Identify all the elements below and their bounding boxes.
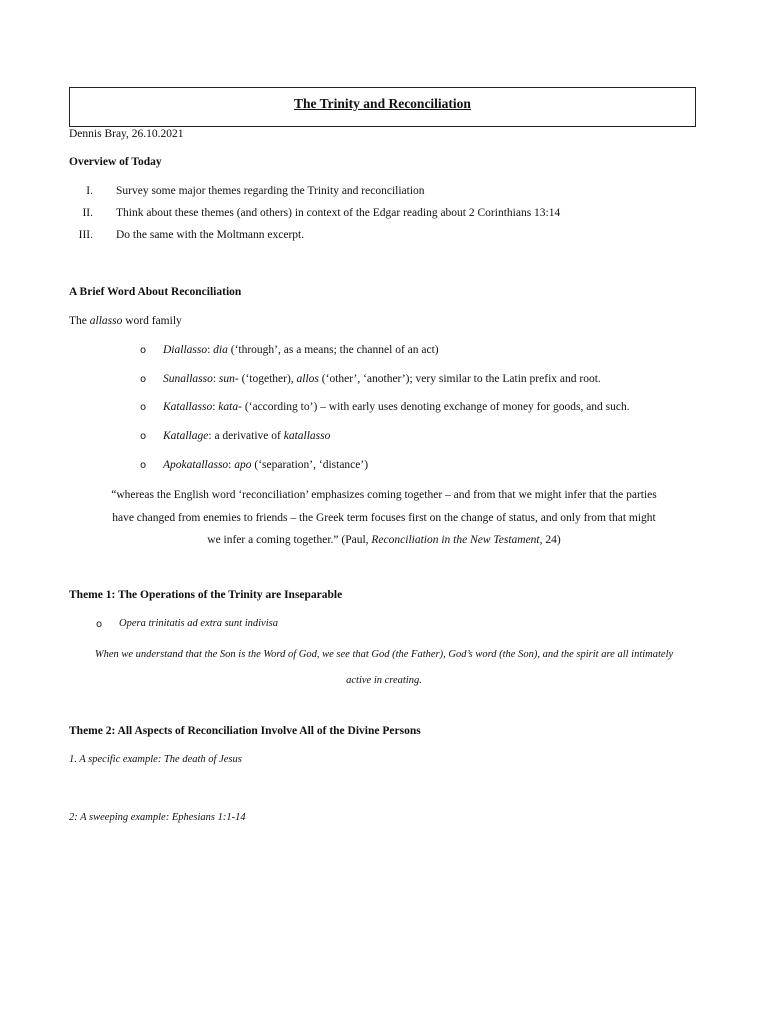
greek-term: Sunallasso bbox=[163, 373, 213, 385]
gloss-text: : bbox=[212, 401, 219, 413]
allasso-intro bbox=[69, 315, 182, 327]
title-box bbox=[69, 87, 696, 127]
overview-item-number: III. bbox=[78, 229, 93, 241]
greek-term: Apokatallasso bbox=[163, 459, 229, 471]
word-family-text bbox=[163, 401, 630, 413]
word-family-text bbox=[163, 344, 439, 356]
document-title: The Trinity and Reconciliation bbox=[294, 96, 471, 111]
theme1-latin-maxim: Opera trinitatis ad extra sunt indivisa bbox=[119, 618, 278, 629]
theme2-example-2: 2: A sweeping example: Ephesians 1:1-14 bbox=[69, 812, 246, 823]
bullet-marker: o bbox=[140, 374, 147, 385]
bullet-marker: o bbox=[140, 345, 147, 356]
overview-item-text: Do the same with the Moltmann excerpt. bbox=[116, 229, 305, 241]
reconciliation-heading: A Brief Word About Reconciliation bbox=[69, 286, 242, 298]
bullet-marker: o bbox=[140, 460, 147, 471]
bullet-marker: o bbox=[140, 402, 147, 413]
byline: Dennis Bray, 26.10.2021 bbox=[69, 128, 184, 140]
greek-term: apo bbox=[234, 459, 252, 471]
word-family-text bbox=[163, 430, 330, 442]
gloss-text: (‘according to’) – with early uses denoting exchange of money for goods, and such. bbox=[241, 401, 630, 413]
quote-line: we infer a coming together.” (Paul, bbox=[207, 534, 372, 546]
theme1-note bbox=[64, 642, 704, 694]
greek-term: dia bbox=[213, 344, 228, 356]
gloss-text: (‘other’, ‘another’); very similar to the Latin prefix and root. bbox=[318, 373, 601, 385]
gloss-text: : bbox=[228, 459, 235, 471]
gloss-text: (‘separation’, ‘distance’) bbox=[251, 459, 369, 471]
gloss-text: (‘through’, as a means; the channel of an act) bbox=[227, 344, 439, 356]
allasso-intro-post: word family bbox=[122, 315, 182, 327]
gloss-text: : a derivative of bbox=[208, 430, 284, 442]
reconciliation-quote bbox=[60, 484, 708, 552]
theme2-example-1: 1. A specific example: The death of Jesus bbox=[69, 754, 242, 765]
gloss-text: : bbox=[207, 344, 214, 356]
greek-term: Diallasso bbox=[163, 344, 208, 356]
theme1-heading: Theme 1: The Operations of the Trinity are Inseparable bbox=[69, 589, 343, 601]
bullet-marker: o bbox=[96, 619, 103, 630]
overview-item-number: I. bbox=[86, 185, 93, 197]
greek-term: allos bbox=[296, 373, 319, 385]
overview-heading: Overview of Today bbox=[69, 156, 162, 168]
theme2-heading: Theme 2: All Aspects of Reconciliation Involve All of the Divine Persons bbox=[69, 725, 421, 737]
quote-line: have changed from enemies to friends – the Greek term focuses first on the change of status, and only from that might bbox=[112, 511, 656, 524]
overview-item-number: II. bbox=[82, 207, 93, 219]
word-family-text bbox=[163, 373, 601, 385]
greek-term: Katallage bbox=[163, 430, 209, 442]
quote-citation-title: Reconciliation in the New Testament bbox=[371, 534, 540, 546]
gloss-text: (‘together), bbox=[238, 373, 297, 385]
greek-term: sun- bbox=[218, 373, 239, 385]
overview-item-text: Think about these themes (and others) in context of the Edgar reading about 2 Corinthians 13:14 bbox=[116, 207, 561, 219]
greek-term: kata- bbox=[218, 401, 242, 413]
greek-term: katallasso bbox=[283, 430, 331, 442]
gloss-text: : bbox=[212, 373, 219, 385]
greek-term: Katallasso bbox=[163, 401, 213, 413]
bullet-marker: o bbox=[140, 431, 147, 442]
word-family-text bbox=[163, 459, 368, 471]
overview-item-text: Survey some major themes regarding the Trinity and reconciliation bbox=[116, 185, 425, 197]
allasso-intro-term: allasso bbox=[89, 315, 123, 327]
quote-line: , 24) bbox=[539, 534, 561, 546]
theme1-note-line: When we understand that the Son is the Word of God, we see that God (the Father), God’s word (the Son), and the spirit are all intimately bbox=[94, 649, 674, 660]
theme1-note-line: active in creating. bbox=[346, 675, 422, 686]
allasso-intro-pre: The bbox=[69, 315, 90, 327]
quote-line: “whereas the English word ‘reconciliation’ emphasizes coming together – and from that we might infer that the parties bbox=[111, 489, 657, 501]
